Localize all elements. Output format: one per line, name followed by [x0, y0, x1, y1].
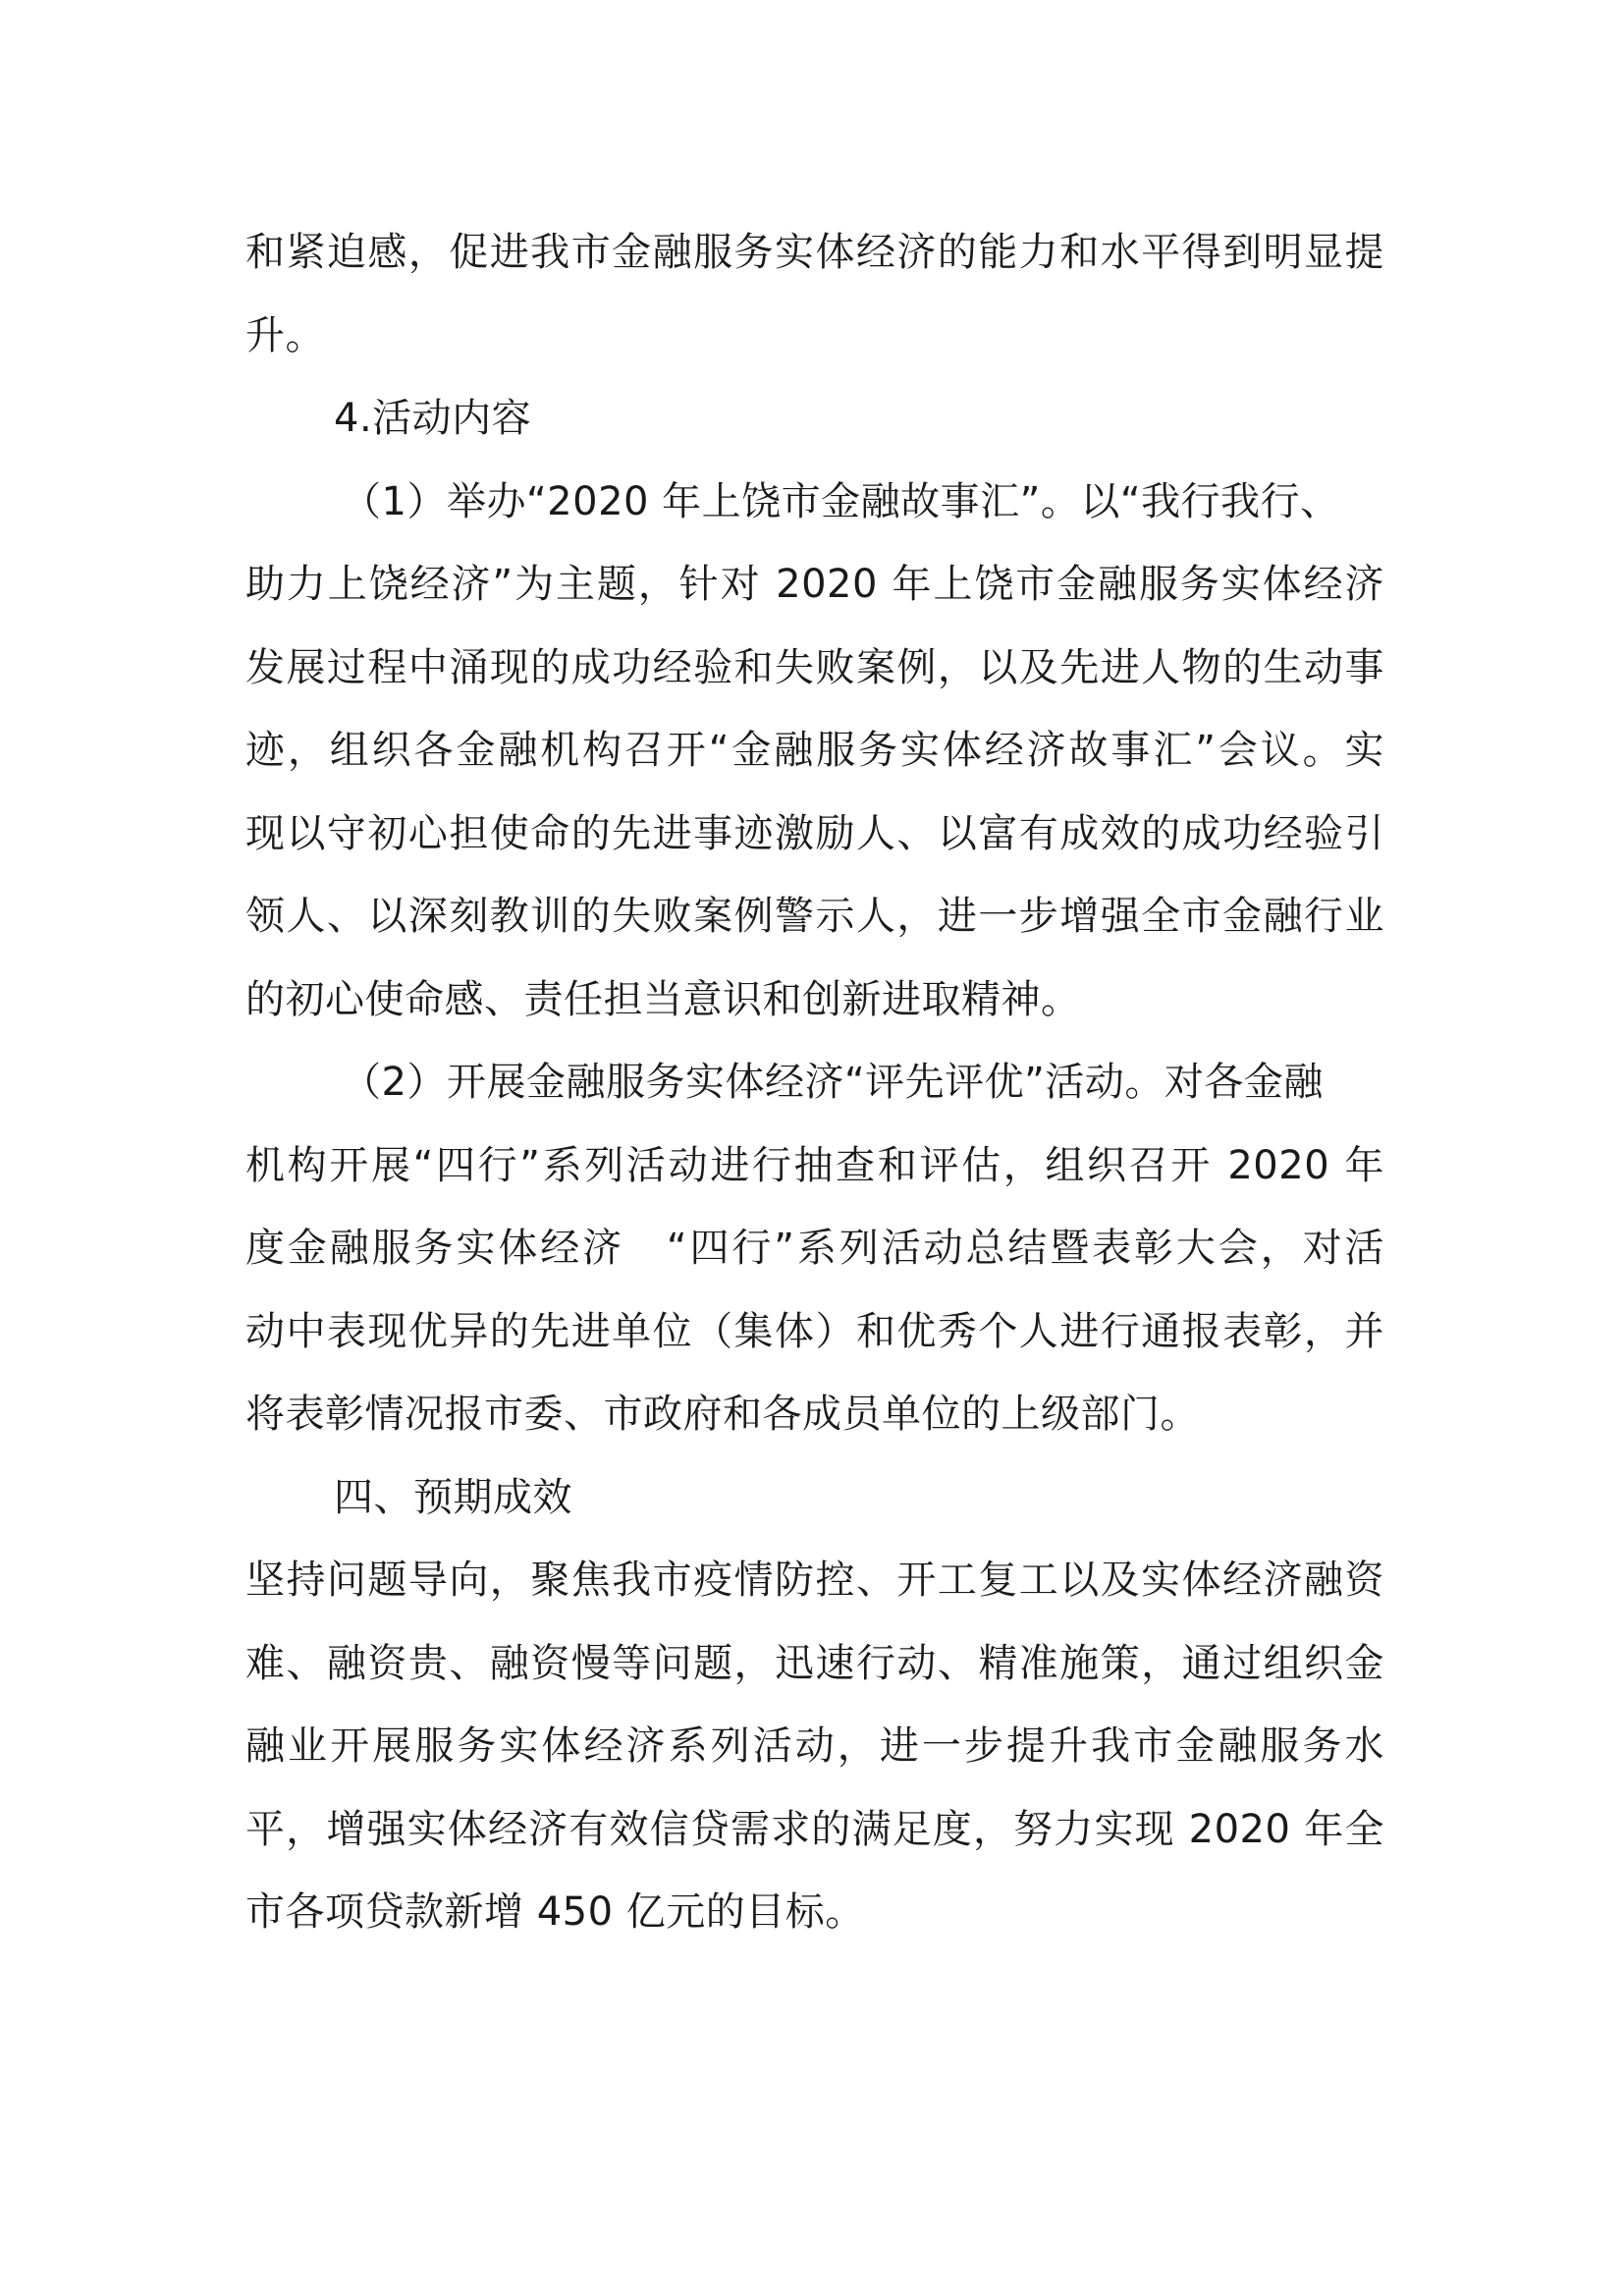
paragraph-activity-1 — [245, 461, 1384, 1042]
section-heading-expected-outcome — [245, 1456, 1384, 1540]
text-line: 领人、以深刻教训的失败案例警示人，进一步增强全市金融行业 — [245, 894, 1384, 939]
document-body — [245, 211, 1384, 1954]
text-line: 机构开展“四行”系列活动进行抽查和评估，组织召开 2020 年 — [245, 1142, 1384, 1188]
text-line: 融业开展服务实体经济系列活动，进一步提升我市金融服务水 — [245, 1723, 1384, 1769]
text-line: 和紧迫感，促进我市金融服务实体经济的能力和水平得到明显提 — [245, 230, 1384, 275]
text-line: 平，增强实体经济有效信贷需求的满足度，努力实现 2020 年全 — [245, 1806, 1384, 1852]
text-line: 市各项贷款新增 450 亿元的目标。 — [245, 1889, 865, 1935]
text-line: 助力上饶经济”为主题，针对 2020 年上饶市金融服务实体经济 — [245, 562, 1384, 607]
paragraph-expected-outcome — [245, 1539, 1384, 1954]
text-line: 将表彰情况报市委、市政府和各成员单位的上级部门。 — [245, 1392, 1200, 1437]
text-line: （1）举办“2020 年上饶市金融故事汇”。以“我行我行、 — [342, 478, 1340, 524]
section-heading-activity-content — [245, 377, 1384, 461]
paragraph-activity-2 — [245, 1041, 1384, 1456]
text-line: 坚持问题导向，聚焦我市疫情防控、开工复工以及实体经济融资 — [245, 1558, 1384, 1603]
text-line: 升。 — [245, 312, 325, 358]
text-line: 发展过程中涌现的成功经验和失败案例，以及先进人物的生动事 — [245, 644, 1384, 690]
text-line: 度金融服务实体经济 “四行”系列活动总结暨表彰大会，对活 — [245, 1226, 1384, 1271]
text-line: 的初心使命感、责任担当意识和创新进取精神。 — [245, 976, 1081, 1022]
paragraph-intro-continuation — [245, 211, 1384, 377]
text-line: （2）开展金融服务实体经济“评先评优”活动。对各金融 — [342, 1060, 1324, 1105]
text-line: 难、融资贵、融资慢等问题，迅速行动、精准施策，通过组织金 — [245, 1640, 1384, 1686]
text-line: 迹，组织各金融机构召开“金融服务实体经济故事汇”会议。实 — [245, 728, 1384, 773]
text-line: 现以守初心担使命的先进事迹激励人、以富有成效的成功经验引 — [245, 810, 1384, 856]
heading-text: 四、预期成效 — [334, 1474, 572, 1520]
heading-text: 4.活动内容 — [334, 396, 532, 441]
text-line: 动中表现优异的先进单位（集体）和优秀个人进行通报表彰，并 — [245, 1308, 1384, 1354]
